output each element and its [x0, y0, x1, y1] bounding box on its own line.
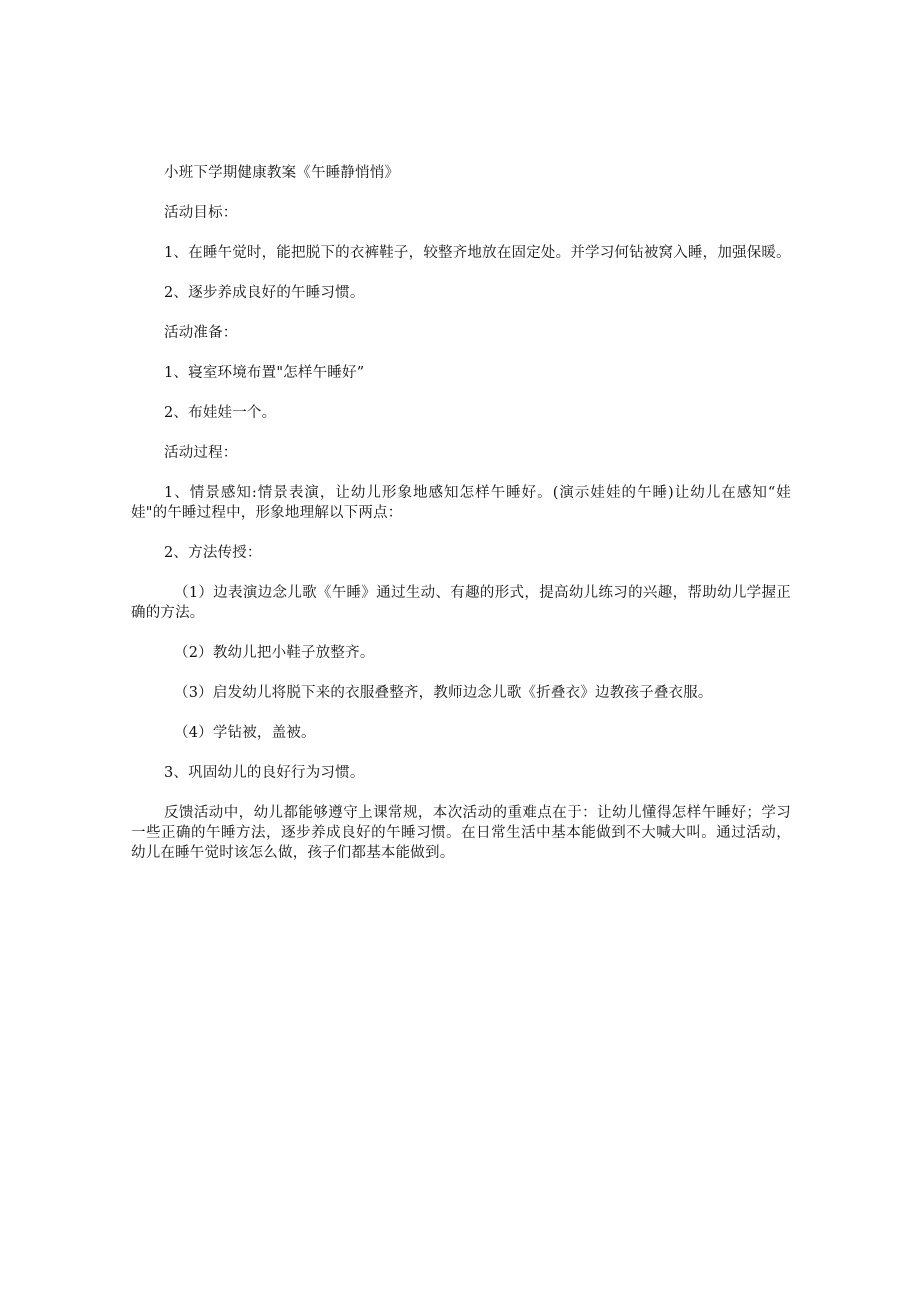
method-subitem-4: （4）学钻被，盖被。 — [174, 725, 316, 741]
process-item-1: 1、情景感知:情景表演，让幼儿形象地感知怎样午睡好。(演示娃娃的午睡)让幼儿在感知“娃娃"的午睡过程中，形象地理解以下两点： — [131, 485, 791, 521]
process-item-2: 2、方法传授： — [164, 545, 262, 561]
goal-item-1: 1、在睡午觉时，能把脱下的衣裤鞋子，较整齐地放在固定处。并学习何钻被窝入睡，加强保暖。 — [164, 245, 791, 261]
section-heading-goals: 活动目标： — [164, 205, 238, 221]
preparation-item-2: 2、布娃娃一个。 — [164, 405, 277, 421]
section-heading-preparation: 活动准备： — [164, 325, 238, 341]
document-body — [131, 163, 791, 883]
goal-item-2: 2、逐步养成良好的午睡习惯。 — [164, 285, 365, 301]
process-item-3: 3、巩固幼儿的良好行为习惯。 — [164, 765, 365, 781]
document-title: 小班下学期健康教案《午睡静悄悄》 — [164, 165, 400, 181]
method-subitem-2: （2）教幼儿把小鞋子放整齐。 — [174, 645, 375, 661]
section-heading-process: 活动过程： — [164, 445, 238, 461]
preparation-item-1: 1、寝室环境布置"怎样午睡好” — [164, 365, 365, 381]
method-subitem-1: （1）边表演边念儿歌《午睡》通过生动、有趣的形式，提高幼儿练习的兴趣，帮助幼儿学握正确的方法。 — [131, 585, 791, 621]
feedback-paragraph: 反馈活动中，幼儿都能够遵守上课常规，本次活动的重难点在于：让幼儿懂得怎样午睡好；学习一些正确的午睡方法，逐步养成良好的午睡习惯。在日常生活中基本能做到不大喊大叫。通过活动，幼儿在睡午觉时该怎么做，孩子们都基本能做到。 — [131, 805, 791, 861]
method-subitem-3: （3）启发幼儿将脱下来的衣服叠整齐，教师边念儿歌《折叠衣》边教孩子叠衣服。 — [174, 685, 713, 701]
